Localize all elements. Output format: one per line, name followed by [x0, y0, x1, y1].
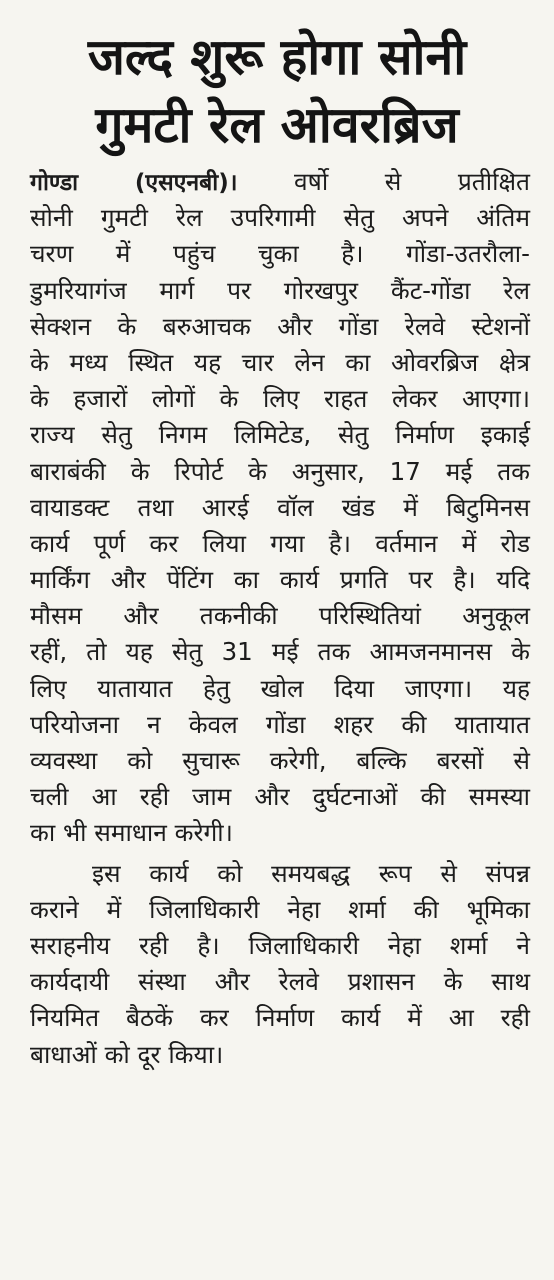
article-line: कराने में जिलाधिकारी नेहा शर्मा की भूमिका	[30, 894, 530, 924]
article-line: रहीं, तो यह सेतु 31 मई तक आमजनमानस के	[30, 637, 530, 667]
article-line: सेक्शन के बरुआचक और गोंडा रेलवे स्टेशनों	[30, 311, 530, 341]
article-line: डुमरियागंज मार्ग पर गोरखपुर कैंट-गोंडा रेल	[30, 275, 530, 305]
article-line: बाराबंकी के रिपोर्ट के अनुसार, 17 मई तक	[30, 456, 530, 486]
article-line: चरण में पहुंच चुका है। गोंडा-उतरौला-	[30, 239, 530, 269]
article-line: बाधाओं को दूर किया।	[30, 1039, 224, 1069]
article-line: का भी समाधान करेगी।	[30, 818, 233, 848]
article-line-text: वर्षो से प्रतीक्षित	[237, 167, 530, 196]
article-line: इस कार्य को समयबद्ध रूप से संपन्न	[92, 858, 530, 888]
article-line: व्यवस्था को सुचारू करेगी, बल्कि बरसों से	[30, 746, 530, 775]
headline-line-1: जल्द शुरू होगा सोनी	[87, 28, 467, 86]
article-line	[30, 164, 530, 200]
article-line: सराहनीय रही है। जिलाधिकारी नेहा शर्मा ने	[30, 930, 530, 960]
article-line: कार्यदायी संस्था और रेलवे प्रशासन के साथ	[30, 967, 530, 997]
article-body	[30, 164, 530, 1073]
article-line: के मध्य स्थित यह चार लेन का ओवरब्रिज क्षेत्र	[30, 347, 530, 377]
article-line: लिए यातायात हेतु खोल दिया जाएगा। यह	[30, 673, 530, 703]
article-line: चली आ रही जाम और दुर्घटनाओं की समस्या	[30, 782, 530, 812]
article-line: के हजारों लोगों के लिए राहत लेकर आएगा।	[30, 384, 530, 414]
article-line: वायाडक्ट तथा आरई वॉल खंड में बिटुमिनस	[30, 492, 530, 522]
headline-line-2: गुमटी रेल ओवरब्रिज	[95, 96, 459, 154]
article-line: सोनी गुमटी रेल उपरिगामी सेतु अपने अंतिम	[30, 203, 530, 233]
article-line: राज्य सेतु निगम लिमिटेड, सेतु निर्माण इकाई	[30, 420, 530, 450]
article-line: मार्किंग और पेंटिंग का कार्य प्रगति पर है। यदि	[30, 565, 530, 595]
dateline: गोण्डा (एसएनबी)।	[30, 170, 238, 196]
article-line: परियोजना न केवल गोंडा शहर की यातायात	[30, 709, 530, 739]
article-line: मौसम और तकनीकी परिस्थितियां अनुकूल	[30, 601, 530, 631]
article-line: नियमित बैठकें कर निर्माण कार्य में आ रही	[30, 1003, 530, 1033]
article-line: कार्य पूर्ण कर लिया गया है। वर्तमान में रोड	[30, 528, 530, 558]
